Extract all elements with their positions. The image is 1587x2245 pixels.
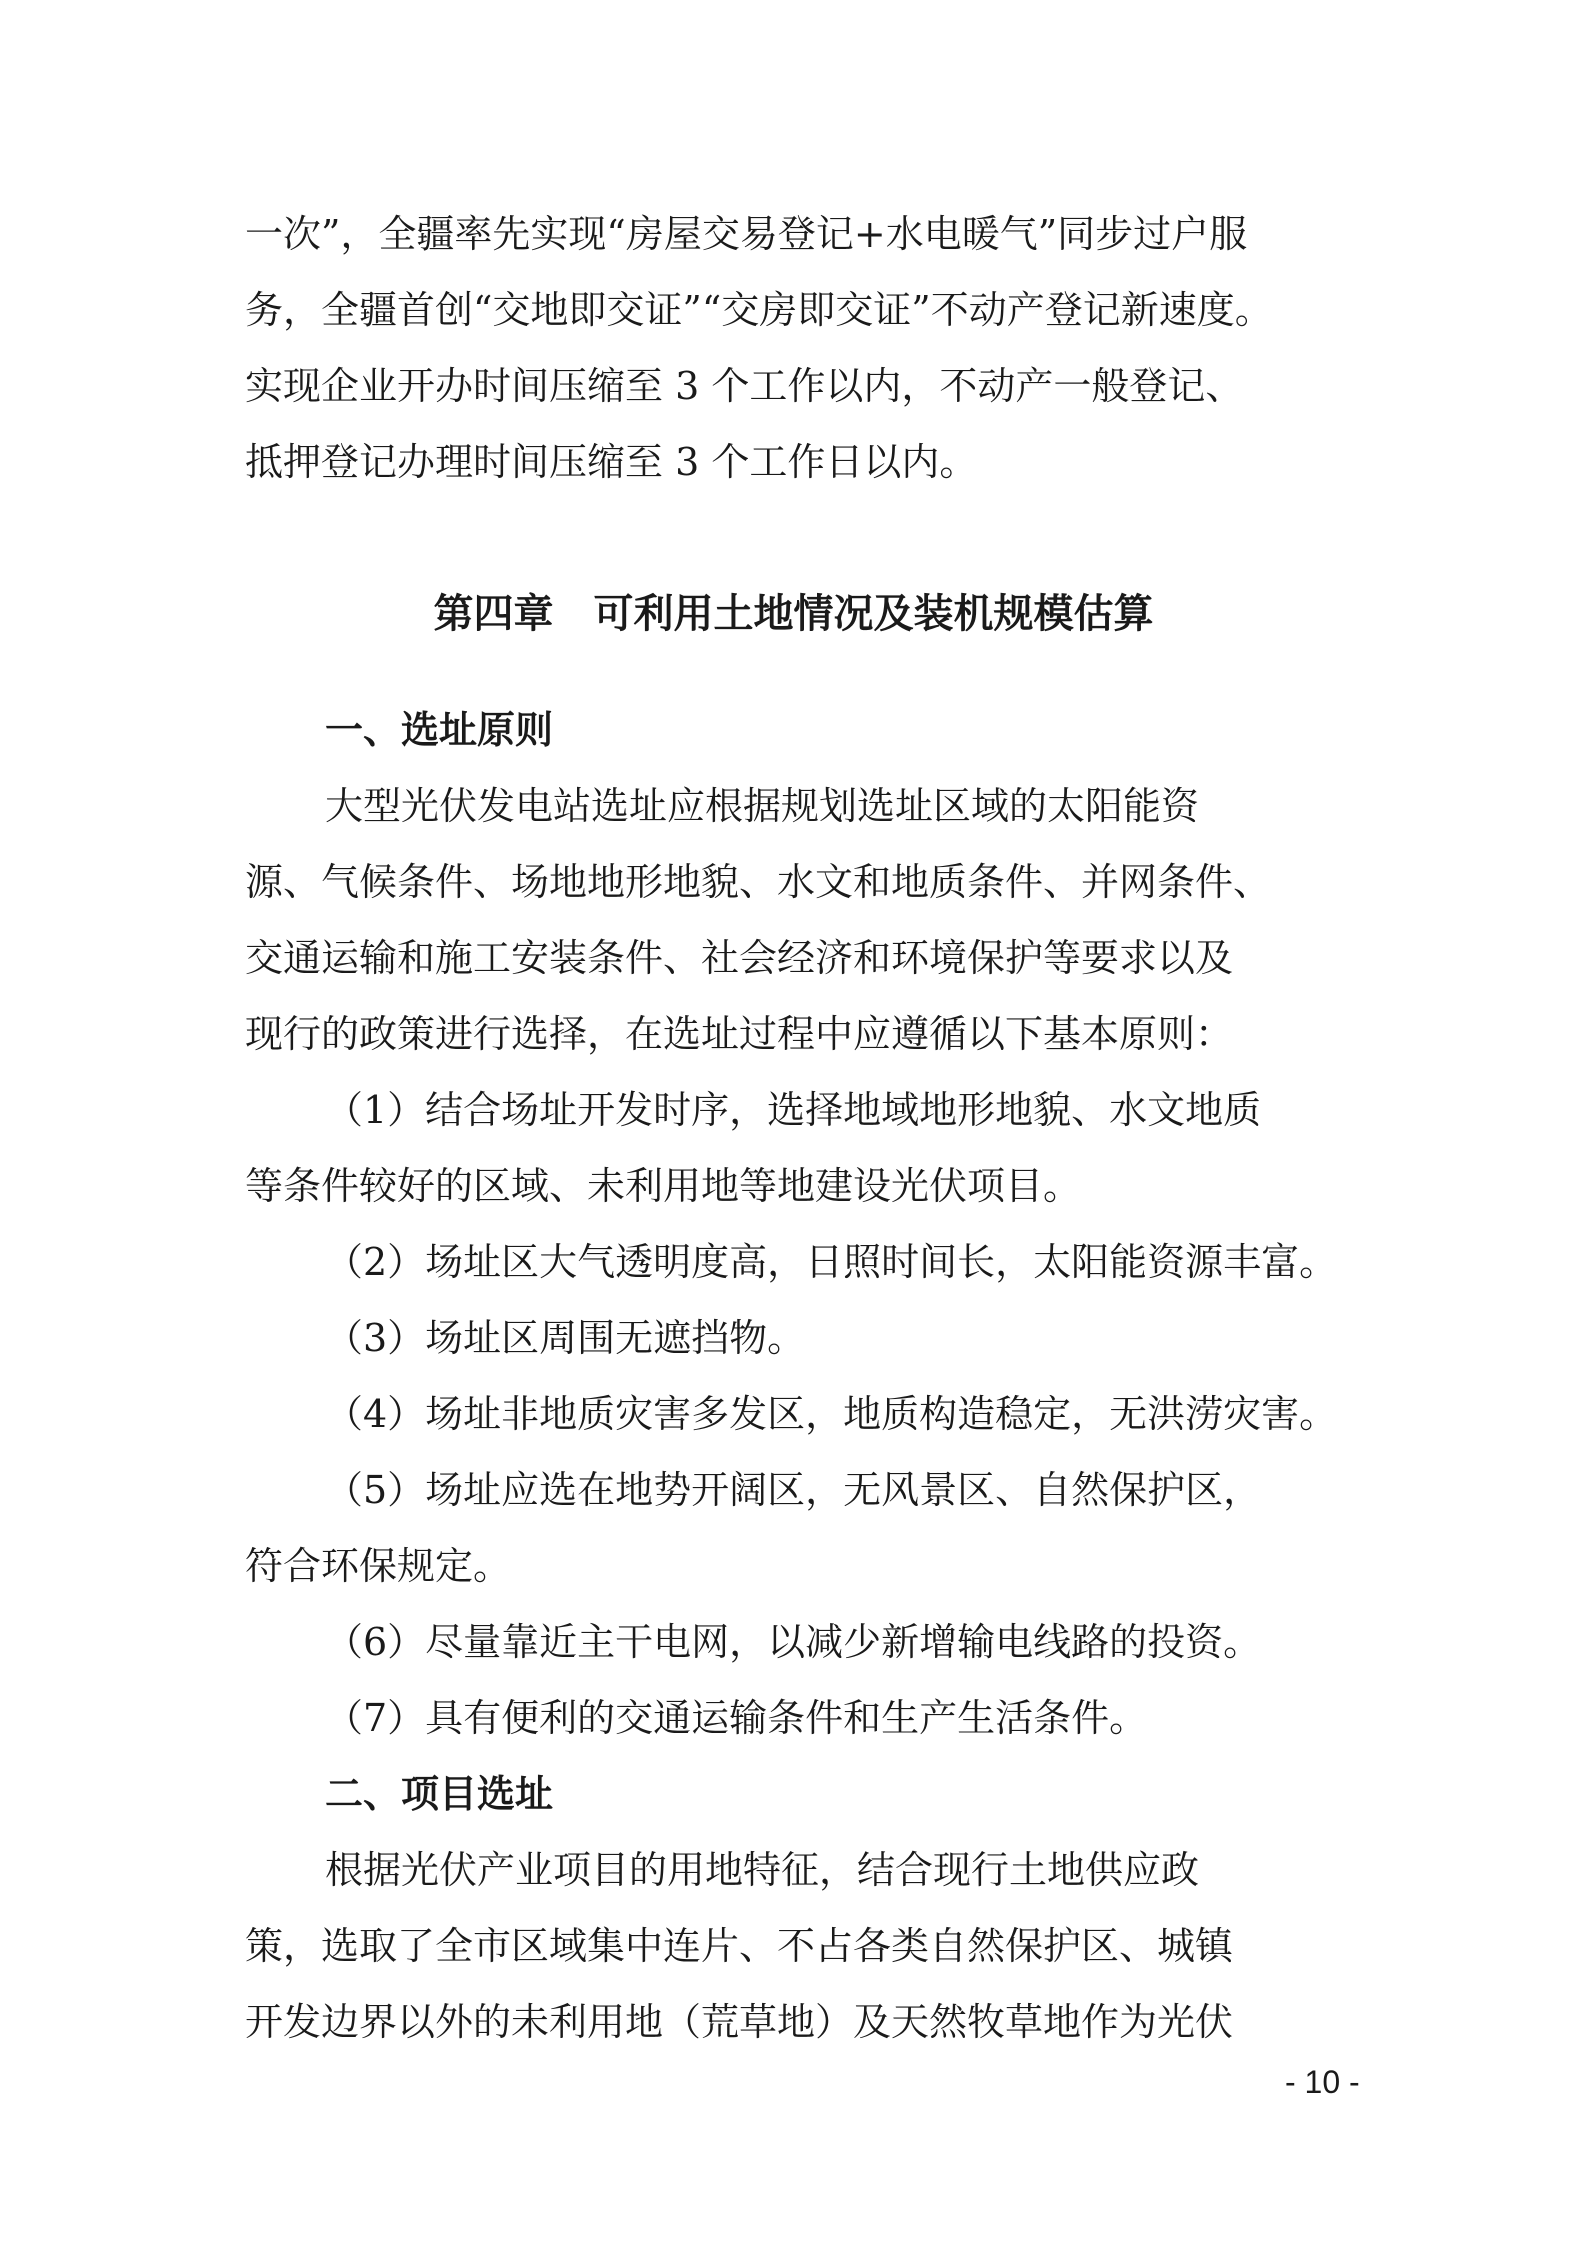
section-1-paragraph-line: 源、气候条件、场地地形地貌、水文和地质条件、并网条件、 — [245, 860, 1272, 904]
principle-item-4: （4）场址非地质灾害多发区，地质构造稳定，无洪涝灾害。 — [325, 1392, 1338, 1436]
principle-item-6: （6）尽量靠近主干电网，以减少新增输电线路的投资。 — [325, 1620, 1262, 1664]
principle-item-7: （7）具有便利的交通运输条件和生产生活条件。 — [325, 1696, 1148, 1740]
principle-item-5-continued: 符合环保规定。 — [245, 1544, 512, 1588]
body-text-line: 务，全疆首创“交地即交证”“交房即交证”不动产登记新速度。 — [245, 288, 1273, 332]
section-1-paragraph-line: 现行的政策进行选择，在选址过程中应遵循以下基本原则： — [245, 1012, 1234, 1056]
principle-item-5: （5）场址应选在地势开阔区，无风景区、自然保护区， — [325, 1468, 1262, 1512]
section-title-project-site: 二、项目选址 — [325, 1771, 554, 1816]
principle-item-1-continued: 等条件较好的区域、未利用地等地建设光伏项目。 — [245, 1164, 1082, 1208]
body-text-line: 抵押登记办理时间压缩至 3 个工作日以内。 — [245, 440, 978, 484]
section-2-paragraph-line: 开发边界以外的未利用地（荒草地）及天然牧草地作为光伏 — [245, 2000, 1234, 2044]
principle-item-3: （3）场址区周围无遮挡物。 — [325, 1316, 806, 1360]
section-1-paragraph-line: 交通运输和施工安装条件、社会经济和环境保护等要求以及 — [245, 936, 1234, 980]
body-text-line: 实现企业开办时间压缩至 3 个工作以内，不动产一般登记、 — [245, 364, 1244, 408]
body-text-line: 一次”，全疆率先实现“房屋交易登记+水电暖气”同步过户服 — [245, 212, 1248, 256]
principle-item-1: （1）结合场址开发时序，选择地域地形地貌、水文地质 — [325, 1088, 1262, 1132]
section-title-site-principles: 一、选址原则 — [325, 707, 554, 752]
section-2-paragraph-line: 策，选取了全市区域集中连片、不占各类自然保护区、城镇 — [245, 1924, 1234, 1968]
section-1-paragraph-line: 大型光伏发电站选址应根据规划选址区域的太阳能资 — [325, 784, 1200, 828]
principle-item-2: （2）场址区大气透明度高，日照时间长，太阳能资源丰富。 — [325, 1240, 1338, 1284]
section-2-paragraph-line: 根据光伏产业项目的用地特征，结合现行土地供应政 — [325, 1848, 1200, 1892]
chapter-title: 第四章 可利用土地情况及装机规模估算 — [433, 591, 1154, 637]
page-number: - 10 - — [1285, 2064, 1360, 2100]
